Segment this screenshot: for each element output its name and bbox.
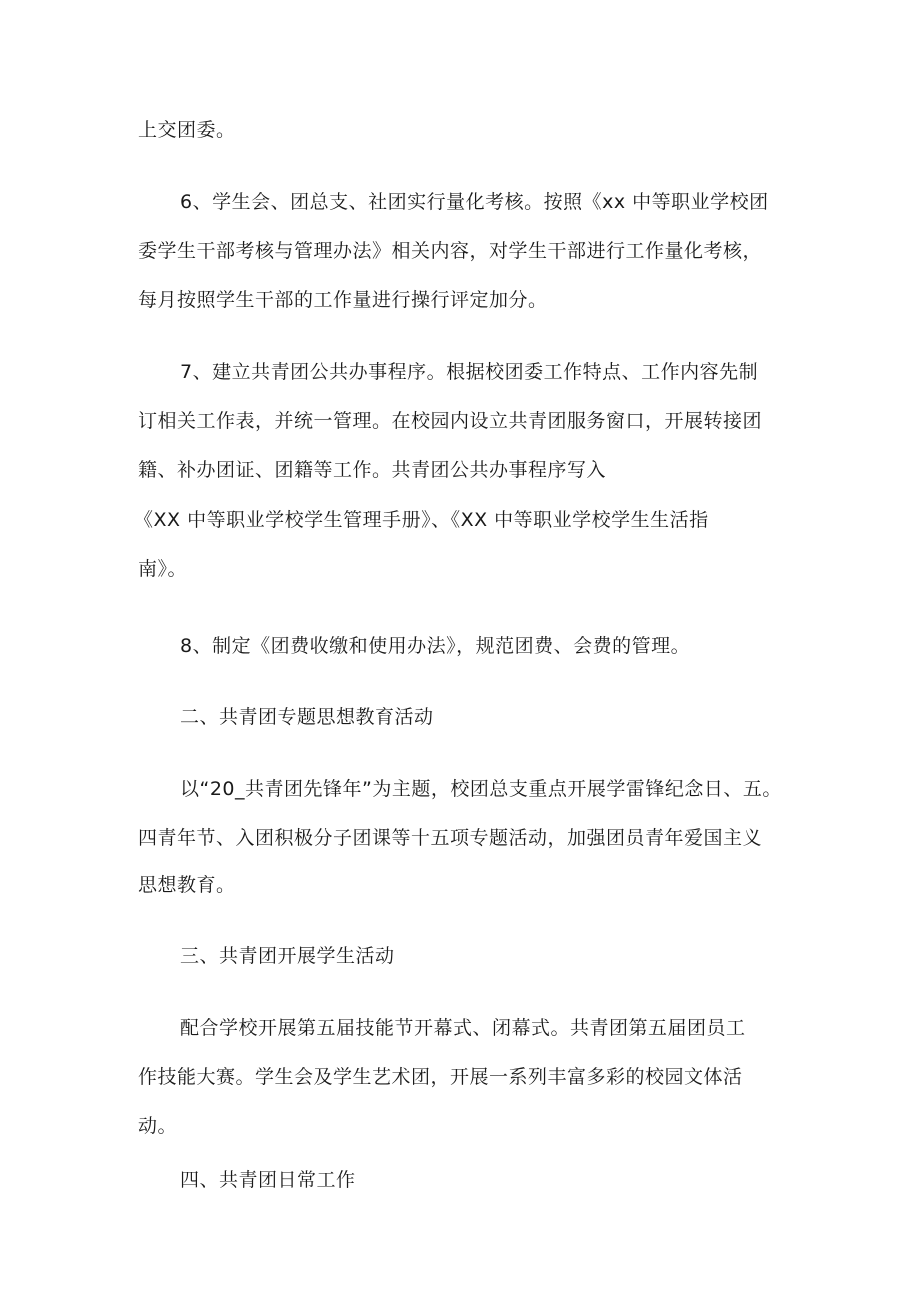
section-heading: 四、共青团日常工作 — [180, 1169, 356, 1191]
paragraph-7-line: 7、建立共青团公共办事程序。根据校团委工作特点、工作内容先制 — [180, 361, 759, 383]
paragraph-7-line: 南》。 — [138, 558, 188, 580]
paragraph-line: 作技能大赛。学生会及学生艺术团，开展一系列丰富多彩的校园文体活 — [138, 1066, 743, 1088]
paragraph-line: 以“20_共青团先锋年”为主题，校团总支重点开展学雷锋纪念日、五。 — [180, 778, 782, 800]
text-line: 上交团委。 — [138, 119, 236, 141]
paragraph-line: 动。 — [138, 1115, 178, 1137]
paragraph-7-line: 籍、补办团证、团籍等工作。共青团公共办事程序写入 — [138, 459, 607, 481]
paragraph-6-line: 委学生干部考核与管理办法》相关内容，对学生干部进行工作量化考核， — [138, 240, 763, 262]
paragraph-line: 四青年节、入团积极分子团课等十五项专题活动，加强团员青年爱国主义 — [138, 827, 763, 849]
paragraph-line: 思想教育。 — [138, 874, 236, 896]
paragraph-7-line: 订相关工作表，并统一管理。在校园内设立共青团服务窗口，开展转接团 — [138, 410, 763, 432]
paragraph-8-line: 8、制定《团费收缴和使用办法》，规范团费、会费的管理。 — [180, 635, 691, 657]
paragraph-7-line: 《XX 中等职业学校学生管理手册》、《XX 中等职业学校学生生活指 — [134, 509, 709, 531]
paragraph-line: 配合学校开展第五届技能节开幕式、闭幕式。共青团第五届团员工 — [180, 1017, 746, 1039]
paragraph-6-line: 每月按照学生干部的工作量进行操行评定加分。 — [138, 289, 548, 311]
section-heading: 三、共青团开展学生活动 — [180, 945, 395, 967]
section-heading: 二、共青团专题思想教育活动 — [180, 706, 434, 728]
paragraph-6-line: 6、学生会、团总支、社团实行量化考核。按照《xx 中等职业学校团 — [180, 191, 769, 213]
